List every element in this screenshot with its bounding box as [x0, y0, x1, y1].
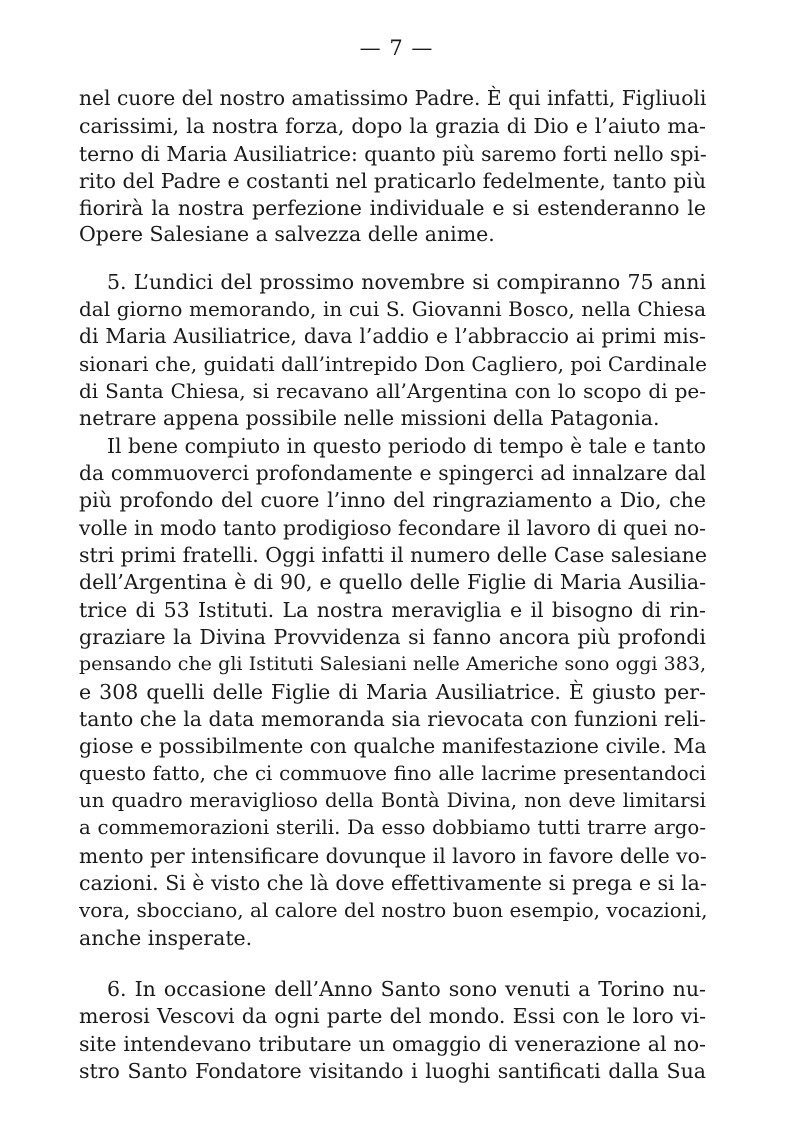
text-line: netrare appena possibile nelle missioni della Patagonia. [79, 406, 660, 430]
text-line: più profondo del cuore l’inno del ringraziamento a Dio, che [79, 488, 706, 512]
text-line: mento per intensificare dovunque il lavoro in favore delle vo- [79, 844, 707, 868]
text-line: Opere Salesiane a salvezza delle anime. [79, 222, 495, 246]
text-line: stro Santo Fondatore visitando i luoghi santificati dalla Sua [79, 1059, 706, 1083]
text-line: fiorirà la nostra perfezione individuale e si estenderanno le [79, 196, 706, 220]
text-line: tanto che la data memoranda sia rievocata con funzioni reli- [79, 707, 706, 731]
text-line: questo fatto, che ci commuove fino alle lacrime presentandoci [79, 762, 706, 785]
text-line: terno di Maria Ausiliatrice: quanto più saremo forti nello spi- [79, 142, 707, 166]
text-line: merosi Vescovi da ogni parte del mondo. Essi con le loro vi- [79, 1004, 706, 1028]
text-line: graziare la Divina Provvidenza si fanno ancora più profondi [79, 625, 706, 649]
text-line: sionari che, guidati dall’intrepido Don Cagliero, poi Cardinale [79, 352, 707, 376]
text-line: dell’Argentina è di 90, e quello delle Figlie di Maria Ausilia- [79, 570, 706, 594]
text-line: da commuoverci profondamente e spingerci ad innalzare dal [79, 461, 706, 485]
text-line: 6. In occasione dell’Anno Santo sono venuti a Torino nu- [107, 977, 706, 1001]
text-line: rito del Padre e costanti nel praticarlo fedelmente, tanto più [79, 169, 707, 193]
text-line: di Santa Chiesa, si recavano all’Argentina con lo scopo di pe- [79, 379, 706, 403]
text-line: giose e possibilmente con qualche manifestazione civile. Ma [79, 734, 707, 758]
text-line: nel cuore del nostro amatissimo Padre. È qui infatti, Figliuoli [79, 86, 707, 110]
text-line: a commemorazioni sterili. Da esso dobbiamo tutti trarre argo- [79, 816, 706, 839]
text-line: e 308 quelli delle Figlie di Maria Ausiliatrice. È giusto per- [79, 680, 706, 704]
text-line: dal giorno memorando, in cui S. Giovanni Bosco, nella Chiesa [79, 297, 706, 321]
text-line: vora, sbocciano, al calore del nostro buon esempio, vocazioni, [79, 898, 708, 922]
text-line: un quadro meraviglioso della Bontà Divina, non deve limitarsi [79, 789, 706, 812]
page-number: — 7 — [359, 36, 434, 60]
text-line: carissimi, la nostra forza, dopo la grazia di Dio e l’aiuto ma- [79, 114, 706, 138]
text-line: site intendevano tributare un omaggio di venerazione al no- [79, 1032, 706, 1056]
text-line: trice di 53 Istituti. La nostra meraviglia e il bisogno di rin- [79, 598, 706, 622]
text-line: di Maria Ausiliatrice, dava l’addio e l’abbraccio ai primi mis- [79, 324, 706, 348]
text-line: stri primi fratelli. Oggi infatti il numero delle Case salesiane [79, 543, 707, 567]
text-line: cazioni. Si è visto che là dove effettivamente si prega e si la- [79, 871, 707, 895]
text-line: anche insperate. [79, 926, 253, 950]
text-line: volle in modo tanto prodigioso fecondare il lavoro di quei no- [79, 516, 706, 540]
text-line: Il bene compiuto in questo periodo di tempo è tale e tanto [107, 434, 706, 458]
text-line: pensando che gli Istituti Salesiani nelle Americhe sono oggi 383, [79, 653, 706, 675]
text-line: 5. L’undici del prossimo novembre si compiranno 75 anni [107, 270, 706, 294]
